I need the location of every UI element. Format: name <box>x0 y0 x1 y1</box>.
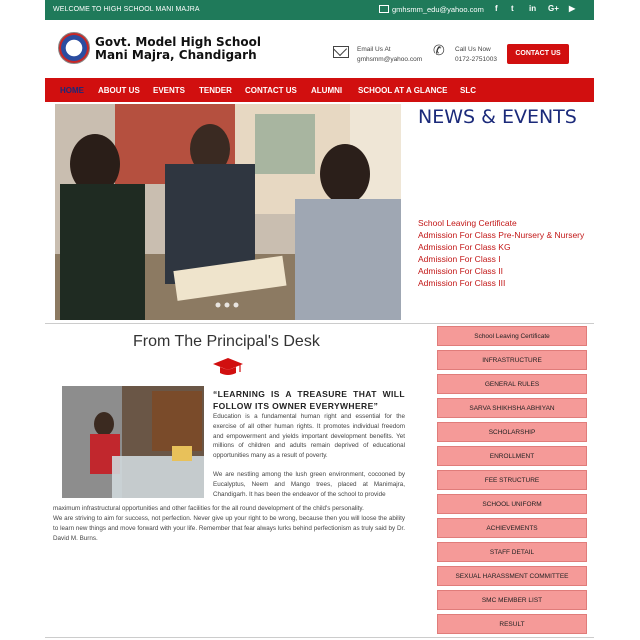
facebook-icon[interactable]: f <box>495 4 498 13</box>
news-item[interactable]: Admission For Class I <box>418 253 501 264</box>
school-name[interactable] <box>95 36 261 62</box>
principal-quote: “LEARNING IS A TREASURE THAT WILL FOLLOW ITS OWNER EVERYWHERE” <box>213 389 405 411</box>
nav-home[interactable]: HOME <box>60 86 84 95</box>
topbar-email-text: gmhsmm_edu@yahoo.com <box>392 5 484 14</box>
google-plus-icon[interactable]: G+ <box>548 4 559 13</box>
sidebar-link-infrastructure[interactable]: INFRASTRUCTURE <box>437 350 587 370</box>
footer-divider <box>45 637 594 638</box>
news-item[interactable]: Admission For Class III <box>418 277 506 288</box>
contact-us-button[interactable]: CONTACT US <box>507 44 569 64</box>
school-name-line2: Mani Majra, Chandigarh <box>95 48 257 62</box>
youtube-icon[interactable]: ▶ <box>569 4 576 13</box>
welcome-text: WELCOME TO HIGH SCHOOL MANI MAJRA <box>53 6 200 13</box>
nav-school-at-a-glance[interactable]: SCHOOL AT A GLANCE <box>358 86 448 95</box>
principal-photo <box>62 386 204 498</box>
main-nav <box>45 78 594 102</box>
page <box>45 0 594 640</box>
sidebar-link-sexual-harassment-committee[interactable]: SEXUAL HARASSMENT COMMITTEE <box>437 566 587 586</box>
nav-about-us[interactable]: ABOUT US <box>98 86 140 95</box>
call-value[interactable]: 0172-2751003 <box>455 56 497 63</box>
email-value[interactable]: gmhsmm@yahoo.com <box>357 56 423 63</box>
nav-events[interactable]: EVENTS <box>153 86 186 95</box>
graduation-cap-icon <box>213 356 243 376</box>
top-bar <box>45 0 594 20</box>
sidebar-link-smc-member-list[interactable]: SMC MEMBER LIST <box>437 590 587 610</box>
section-divider <box>45 323 594 324</box>
topbar-email[interactable] <box>379 5 484 14</box>
hero-slider-image[interactable] <box>55 104 401 320</box>
envelope-icon <box>379 5 389 13</box>
principal-paragraph-3: We are striving to aim for success, not perfection. Never give up your right to be wrong, because then you will loose the ability to learn new things and move forward with your life. Remember that fear always lurks behind perfectionism as truly said by Dr. David M. Burns. <box>53 515 405 542</box>
nav-slc[interactable]: SLC <box>460 86 476 95</box>
nav-alumni[interactable]: ALUMNI <box>311 86 343 95</box>
principal-paragraph-2b: maximum infrastructural opportunities and other facilities for the all round development of the child's personality. <box>53 505 364 512</box>
news-item[interactable]: Admission For Class II <box>418 265 504 276</box>
phone-icon: ✆ <box>433 42 445 58</box>
sidebar-link-school-uniform[interactable]: SCHOOL UNIFORM <box>437 494 587 514</box>
sidebar-link-enrollment[interactable]: ENROLLMENT <box>437 446 587 466</box>
sidebar-link-fee-structure[interactable]: FEE STRUCTURE <box>437 470 587 490</box>
sidebar-link-result[interactable]: RESULT <box>437 614 587 634</box>
principal-desk-title: From The Principal's Desk <box>133 333 320 350</box>
mail-icon <box>333 46 349 58</box>
twitter-icon[interactable]: t <box>511 4 514 13</box>
school-logo[interactable] <box>58 32 90 64</box>
sidebar-link-sarva-shikhsha-abhiyan[interactable]: SARVA SHIKHSHA ABHIYAN <box>437 398 587 418</box>
school-name-line1: Govt. Model High School <box>95 35 261 49</box>
sidebar-link-staff-detail[interactable]: STAFF DETAIL <box>437 542 587 562</box>
news-item[interactable]: Admission For Class KG <box>418 241 511 252</box>
news-list <box>418 218 584 289</box>
principal-paragraph-1: Education is a fundamental human right and essential for the exercise of all other human rights. It promotes individual freedom and empowerment and yields important development benefits. Yet millions of children and adults remain deprived of educational opportunities many as a result of poverty. <box>213 413 405 460</box>
sidebar-link-achievements[interactable]: ACHIEVEMENTS <box>437 518 587 538</box>
email-block <box>357 45 422 65</box>
news-item[interactable]: Admission For Class Pre-Nursery & Nursery <box>418 229 585 240</box>
email-label: Email Us At <box>357 46 391 53</box>
site-header <box>45 20 594 78</box>
nav-tender[interactable]: TENDER <box>199 86 232 95</box>
sidebar-link-scholarship[interactable]: SCHOLARSHIP <box>437 422 587 442</box>
linkedin-icon[interactable]: in <box>529 4 537 13</box>
call-label: Call Us Now <box>455 46 491 53</box>
nav-contact-us[interactable]: CONTACT US <box>245 86 297 95</box>
call-block <box>455 45 497 65</box>
news-item[interactable]: School Leaving Certificate <box>418 218 517 228</box>
sidebar-link-school-leaving-certificate[interactable]: School Leaving Certificate <box>437 326 587 346</box>
sidebar-link-general-rules[interactable]: GENERAL RULES <box>437 374 587 394</box>
principal-paragraph-2a: We are nestling among the lush green environment, cocooned by Eucalyptus, Neem and Mango trees, placed at Manimajra, Chandigarh. It has been the endeavor of the school to provide <box>213 471 405 498</box>
news-events-title: NEWS & EVENTS <box>418 106 577 128</box>
